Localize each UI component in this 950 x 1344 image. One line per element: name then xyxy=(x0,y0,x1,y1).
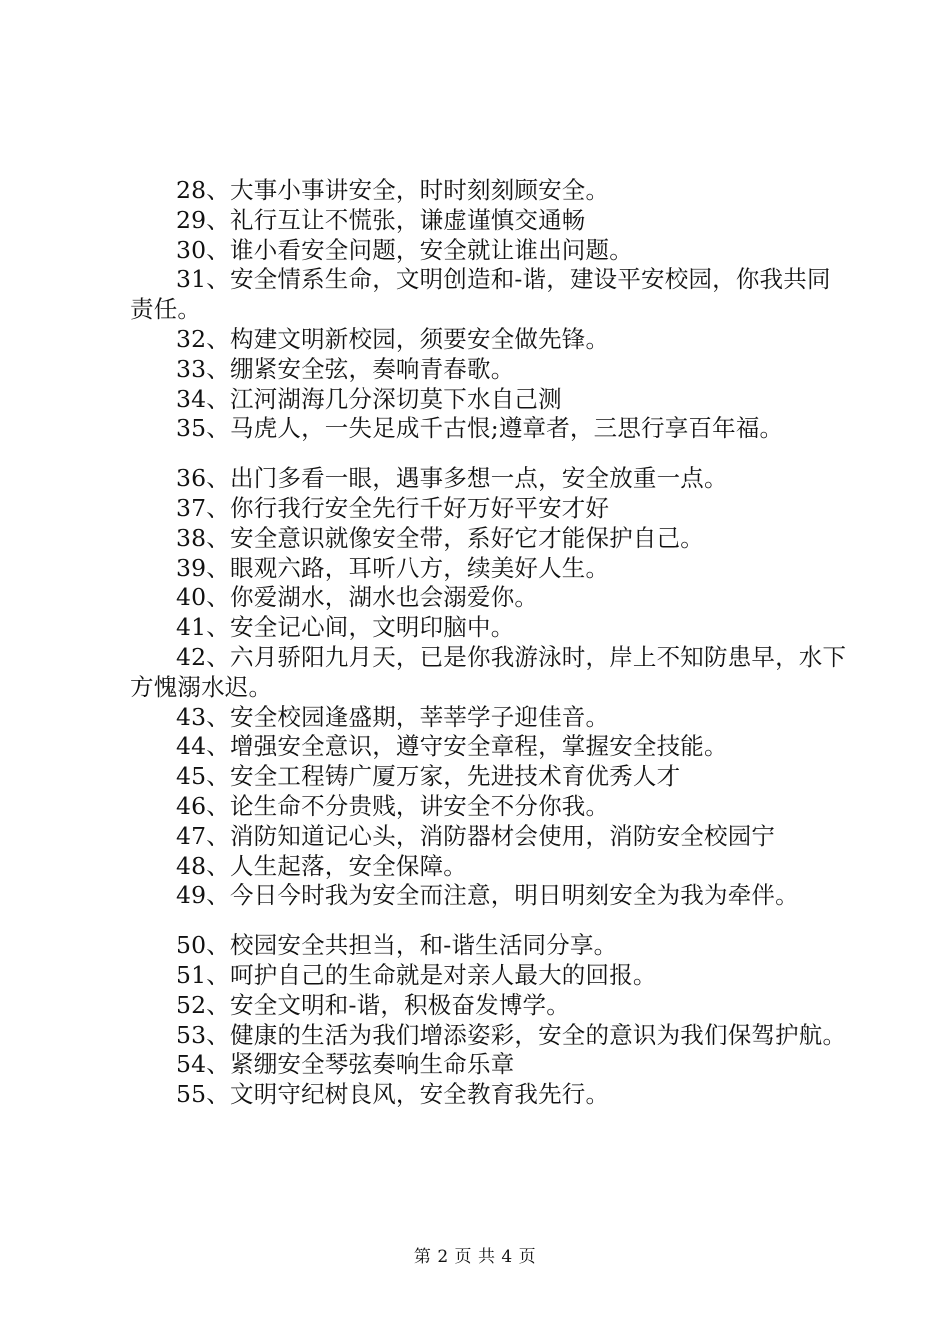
list-item: 36、出门多看一眼，遇事多想一点，安全放重一点。 xyxy=(176,464,728,493)
slogan-list xyxy=(130,176,850,1110)
list-item: 54、紧绷安全琴弦奏响生命乐章 xyxy=(176,1050,515,1079)
list-item: 49、今日今时我为安全而注意，明日明刻安全为我为牵伴。 xyxy=(176,881,799,910)
list-item: 33、绷紧安全弦，奏响青春歌。 xyxy=(176,354,515,383)
list-item: 42、六月骄阳九月天，已是你我游泳时，岸上不知防患早，水下方愧溺水迟。 xyxy=(130,642,847,701)
list-item: 35、马虎人，一失足成千古恨;遵章者，三思行享百年福。 xyxy=(176,414,784,443)
list-item: 52、安全文明和-谐，积极奋发博学。 xyxy=(176,990,570,1019)
paragraph-gap xyxy=(130,444,850,464)
list-item: 38、安全意识就像安全带，系好它才能保护自己。 xyxy=(176,523,705,552)
list-item: 34、江河湖海几分深切莫下水自己测 xyxy=(176,384,562,413)
list-item: 44、增强安全意识，遵守安全章程，掌握安全技能。 xyxy=(176,732,728,761)
list-item: 47、消防知道记心头，消防器材会使用，消防安全校园宁 xyxy=(176,821,776,850)
list-item: 37、你行我行安全先行千好万好平安才好 xyxy=(176,493,610,522)
list-item: 43、安全校园逢盛期，莘莘学子迎佳音。 xyxy=(176,702,610,731)
list-item: 53、健康的生活为我们增添姿彩，安全的意识为我们保驾护航。 xyxy=(176,1020,847,1049)
list-item: 28、大事小事讲安全，时时刻刻顾安全。 xyxy=(176,176,610,204)
list-item: 39、眼观六路，耳听八方，续美好人生。 xyxy=(176,553,610,582)
page-number-footer: 第 2 页 共 4 页 xyxy=(413,1247,537,1267)
list-item: 50、校园安全共担当，和-谐生活同分享。 xyxy=(176,931,618,960)
list-item: 41、安全记心间，文明印脑中。 xyxy=(176,613,515,642)
list-item: 46、论生命不分贵贱，讲安全不分你我。 xyxy=(176,791,610,820)
list-item: 32、构建文明新校园，须要安全做先锋。 xyxy=(176,324,610,353)
list-item: 48、人生起落，安全保障。 xyxy=(176,851,468,880)
list-item: 45、安全工程铸广厦万家，先进技术育优秀人才 xyxy=(176,762,681,791)
list-item: 31、安全情系生命，文明创造和-谐，建设平安校园，你我共同责任。 xyxy=(130,265,831,324)
list-item: 30、谁小看安全问题，安全就让谁出问题。 xyxy=(176,235,633,264)
list-item: 55、文明守纪树良风，安全教育我先行。 xyxy=(176,1080,610,1109)
paragraph-gap xyxy=(130,911,850,931)
list-item: 51、呵护自己的生命就是对亲人最大的回报。 xyxy=(176,960,657,989)
list-item: 40、你爱湖水，湖水也会溺爱你。 xyxy=(176,583,539,612)
list-item: 29、礼行互让不慌张，谦虚谨慎交通畅 xyxy=(176,205,586,234)
